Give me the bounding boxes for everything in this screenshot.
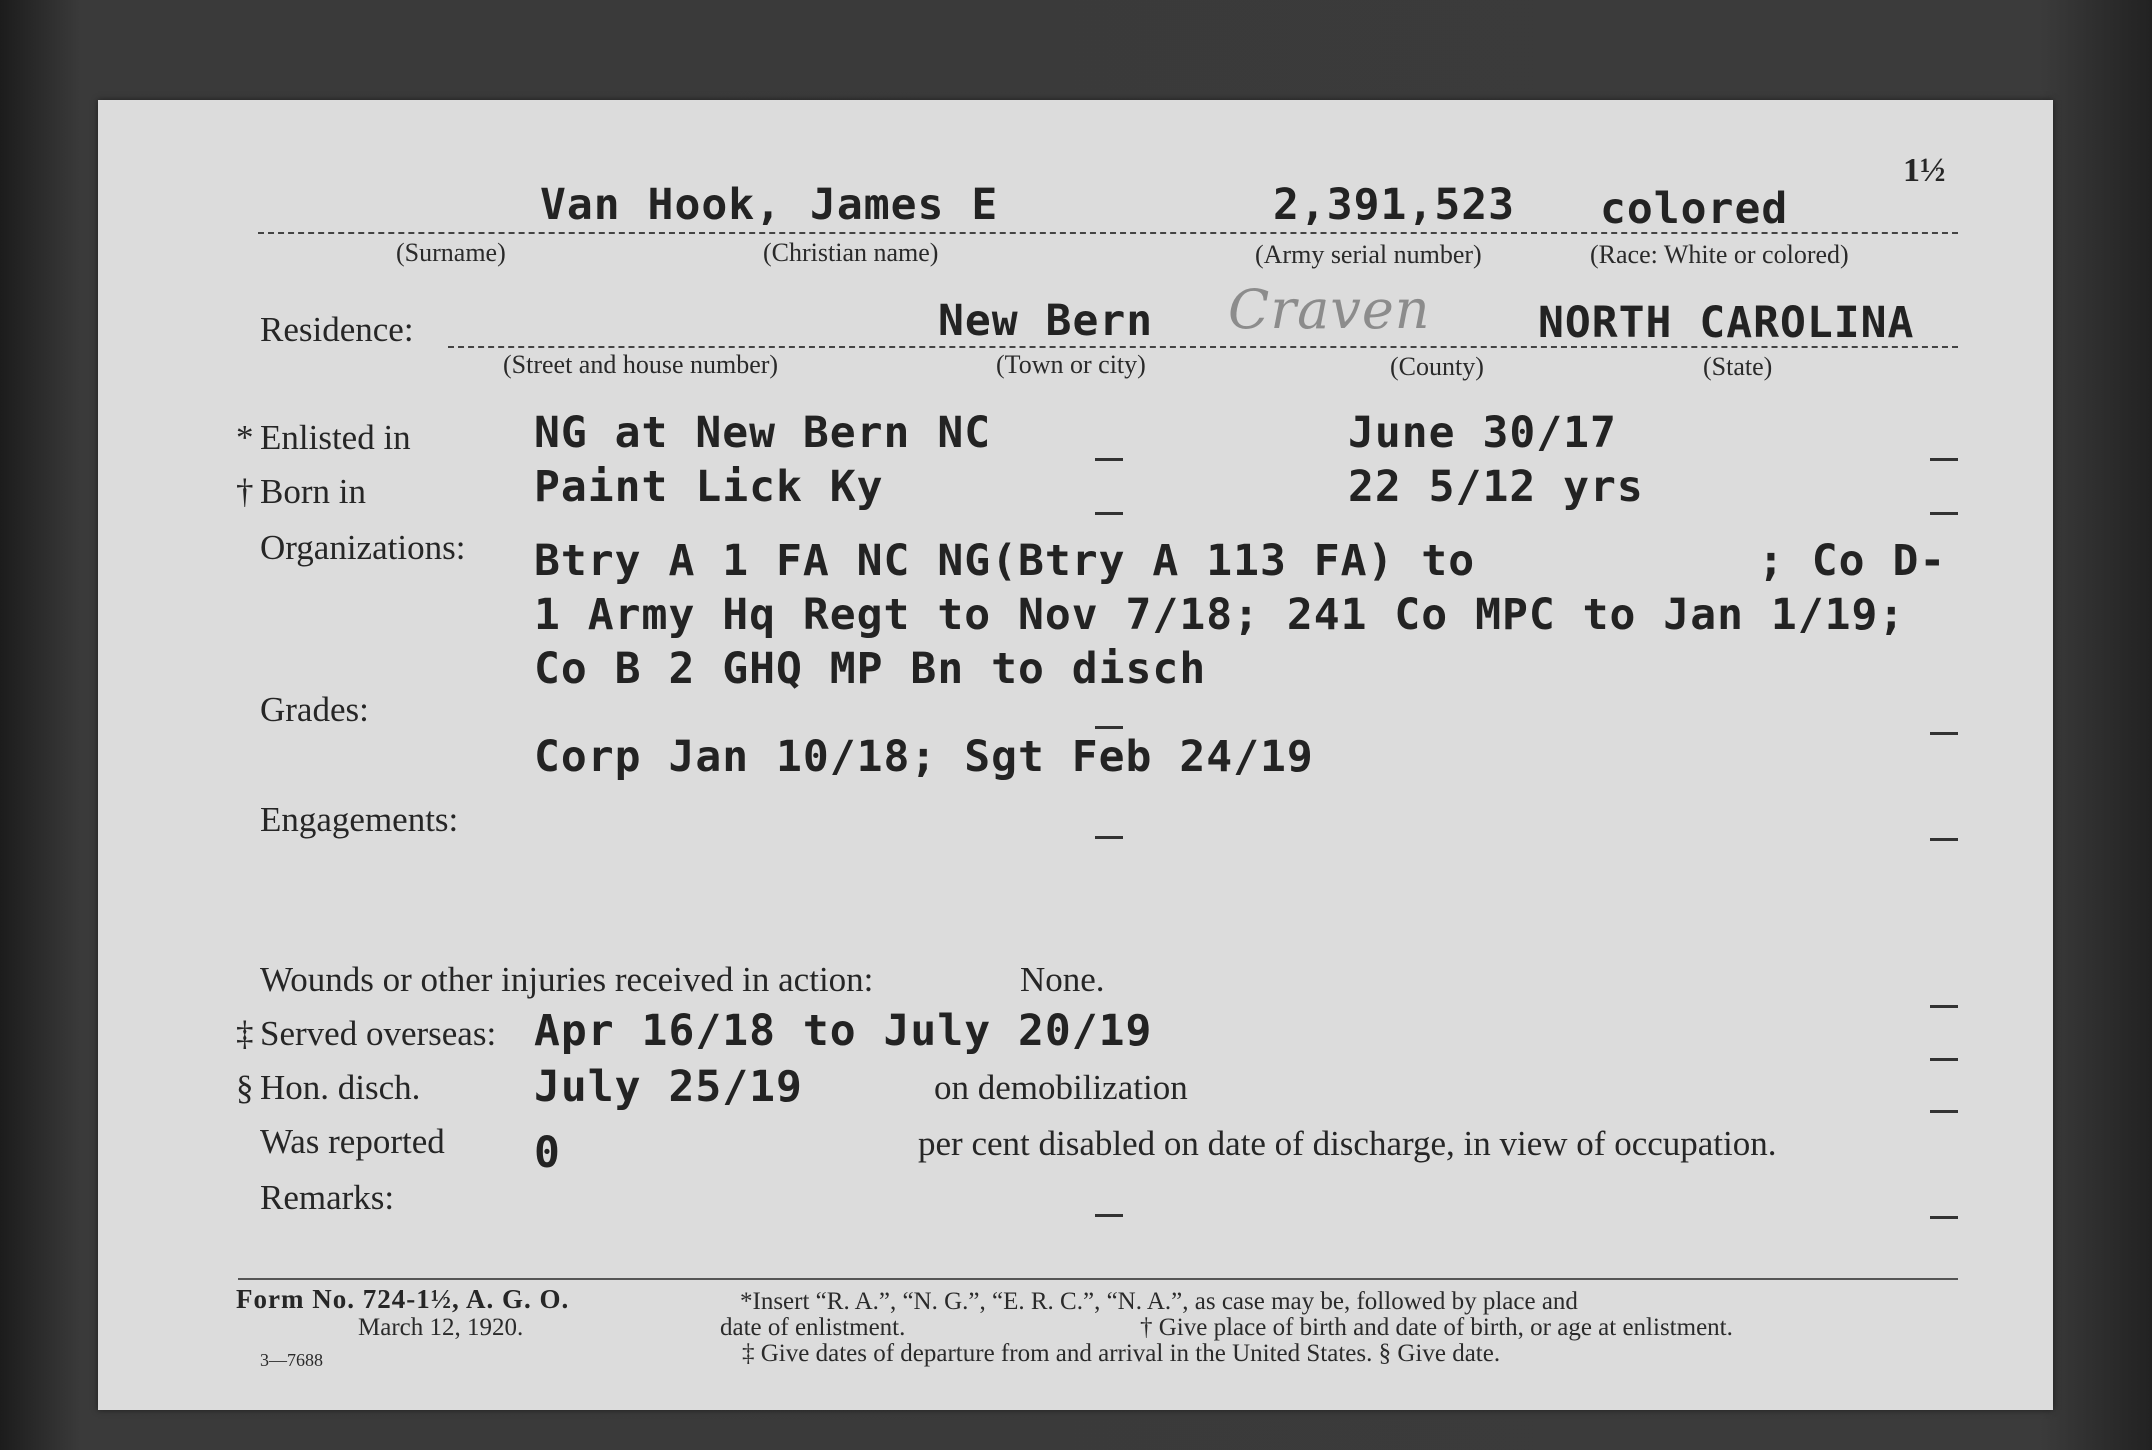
enlisted-dash bbox=[1095, 458, 1123, 461]
grades-label: Grades: bbox=[260, 690, 369, 729]
service-record-card bbox=[98, 100, 2053, 1410]
served-overseas-label: Served overseas: bbox=[260, 1014, 497, 1053]
grades-value: Corp Jan 10/18; Sgt Feb 24/19 bbox=[534, 732, 1314, 782]
state-caption: (State) bbox=[1703, 352, 1773, 381]
wounds-label: Wounds or other injuries received in action: bbox=[260, 960, 874, 999]
name-line bbox=[258, 232, 1958, 234]
surname-value: Van Hook, bbox=[540, 180, 782, 230]
enlisted-place: NG at New Bern NC bbox=[534, 408, 992, 458]
engagements-end-dash bbox=[1930, 838, 1958, 841]
street-caption: (Street and house number) bbox=[503, 350, 779, 379]
footnote-enlistment: date of enlistment. bbox=[720, 1314, 906, 1341]
county-caption: (County) bbox=[1390, 352, 1484, 381]
surname-caption: (Surname) bbox=[396, 238, 506, 267]
born-age: 22 5/12 yrs bbox=[1348, 462, 1644, 512]
corner-mark: 1½ bbox=[1903, 152, 1946, 189]
form-date: March 12, 1920. bbox=[358, 1314, 524, 1341]
hon-disch-label: Hon. disch. bbox=[260, 1068, 421, 1107]
town-caption: (Town or city) bbox=[996, 350, 1146, 379]
race-value: colored bbox=[1600, 184, 1789, 234]
state-value: NORTH CAROLINA bbox=[1538, 298, 1915, 348]
hon-disch-note: on demobilization bbox=[934, 1068, 1188, 1107]
born-label: Born in bbox=[260, 472, 366, 511]
wounds-value: None. bbox=[1020, 960, 1105, 999]
footnote-birth: † Give place of birth and date of birth, or age at enlistment. bbox=[1140, 1314, 1733, 1341]
footer-rule bbox=[238, 1278, 1958, 1280]
residence-line bbox=[448, 346, 1958, 348]
born-end-dash bbox=[1930, 512, 1958, 515]
remarks-dash bbox=[1095, 1214, 1123, 1217]
christian-name-caption: (Christian name) bbox=[763, 238, 939, 267]
organizations-line-3: Co B 2 GHQ MP Bn to disch bbox=[534, 644, 1207, 694]
hon-disch-end-dash bbox=[1930, 1110, 1958, 1113]
born-place: Paint Lick Ky bbox=[534, 462, 884, 512]
remarks-end-dash bbox=[1930, 1216, 1958, 1219]
print-code: 3—7688 bbox=[260, 1350, 323, 1370]
was-reported-value: 0 bbox=[534, 1128, 561, 1178]
form-number: Form No. 724-1½, A. G. O. bbox=[236, 1284, 570, 1314]
grades-dash bbox=[1095, 726, 1123, 729]
born-mark: † bbox=[236, 472, 254, 511]
wounds-end-dash bbox=[1930, 1005, 1958, 1008]
hon-disch-date: July 25/19 bbox=[534, 1062, 803, 1112]
served-overseas-value: Apr 16/18 to July 20/19 bbox=[534, 1006, 1153, 1056]
engagements-label: Engagements: bbox=[260, 800, 459, 839]
christian-name-value: James E bbox=[810, 180, 999, 230]
hon-disch-mark: § bbox=[236, 1068, 254, 1107]
born-dash bbox=[1095, 512, 1123, 515]
organizations-line-1-tail: ; Co D- bbox=[1758, 536, 1947, 586]
footnote-insert: *Insert “R. A.”, “N. G.”, “E. R. C.”, “N. A.”, as case may be, followed by place and bbox=[740, 1288, 1578, 1315]
footnote-overseas: ‡ Give dates of departure from and arrival in the United States. § Give date. bbox=[742, 1340, 1501, 1367]
organizations-line-1: Btry A 1 FA NC NG(Btry A 113 FA) to bbox=[534, 536, 1476, 586]
enlisted-end-dash bbox=[1930, 458, 1958, 461]
was-reported-label: Was reported bbox=[260, 1122, 445, 1161]
serial-number-value: 2,391,523 bbox=[1273, 180, 1515, 230]
organizations-label: Organizations: bbox=[260, 528, 466, 567]
residence-label: Residence: bbox=[260, 310, 414, 349]
enlisted-mark: * bbox=[236, 418, 254, 457]
remarks-label: Remarks: bbox=[260, 1178, 395, 1217]
county-handwritten: Craven bbox=[1228, 278, 1431, 341]
grades-end-dash bbox=[1930, 732, 1958, 735]
engagements-dash bbox=[1095, 836, 1123, 839]
enlisted-label: Enlisted in bbox=[260, 418, 411, 457]
race-caption: (Race: White or colored) bbox=[1590, 240, 1849, 269]
served-overseas-end-dash bbox=[1930, 1058, 1958, 1061]
serial-caption: (Army serial number) bbox=[1255, 240, 1482, 269]
town-value: New Bern bbox=[938, 296, 1154, 346]
disabled-statement: per cent disabled on date of discharge, in view of occupation. bbox=[918, 1124, 1777, 1163]
enlisted-date: June 30/17 bbox=[1348, 408, 1617, 458]
organizations-line-2: 1 Army Hq Regt to Nov 7/18; 241 Co MPC to Jan 1/19; bbox=[534, 590, 1906, 640]
served-overseas-mark: ‡ bbox=[236, 1014, 254, 1053]
